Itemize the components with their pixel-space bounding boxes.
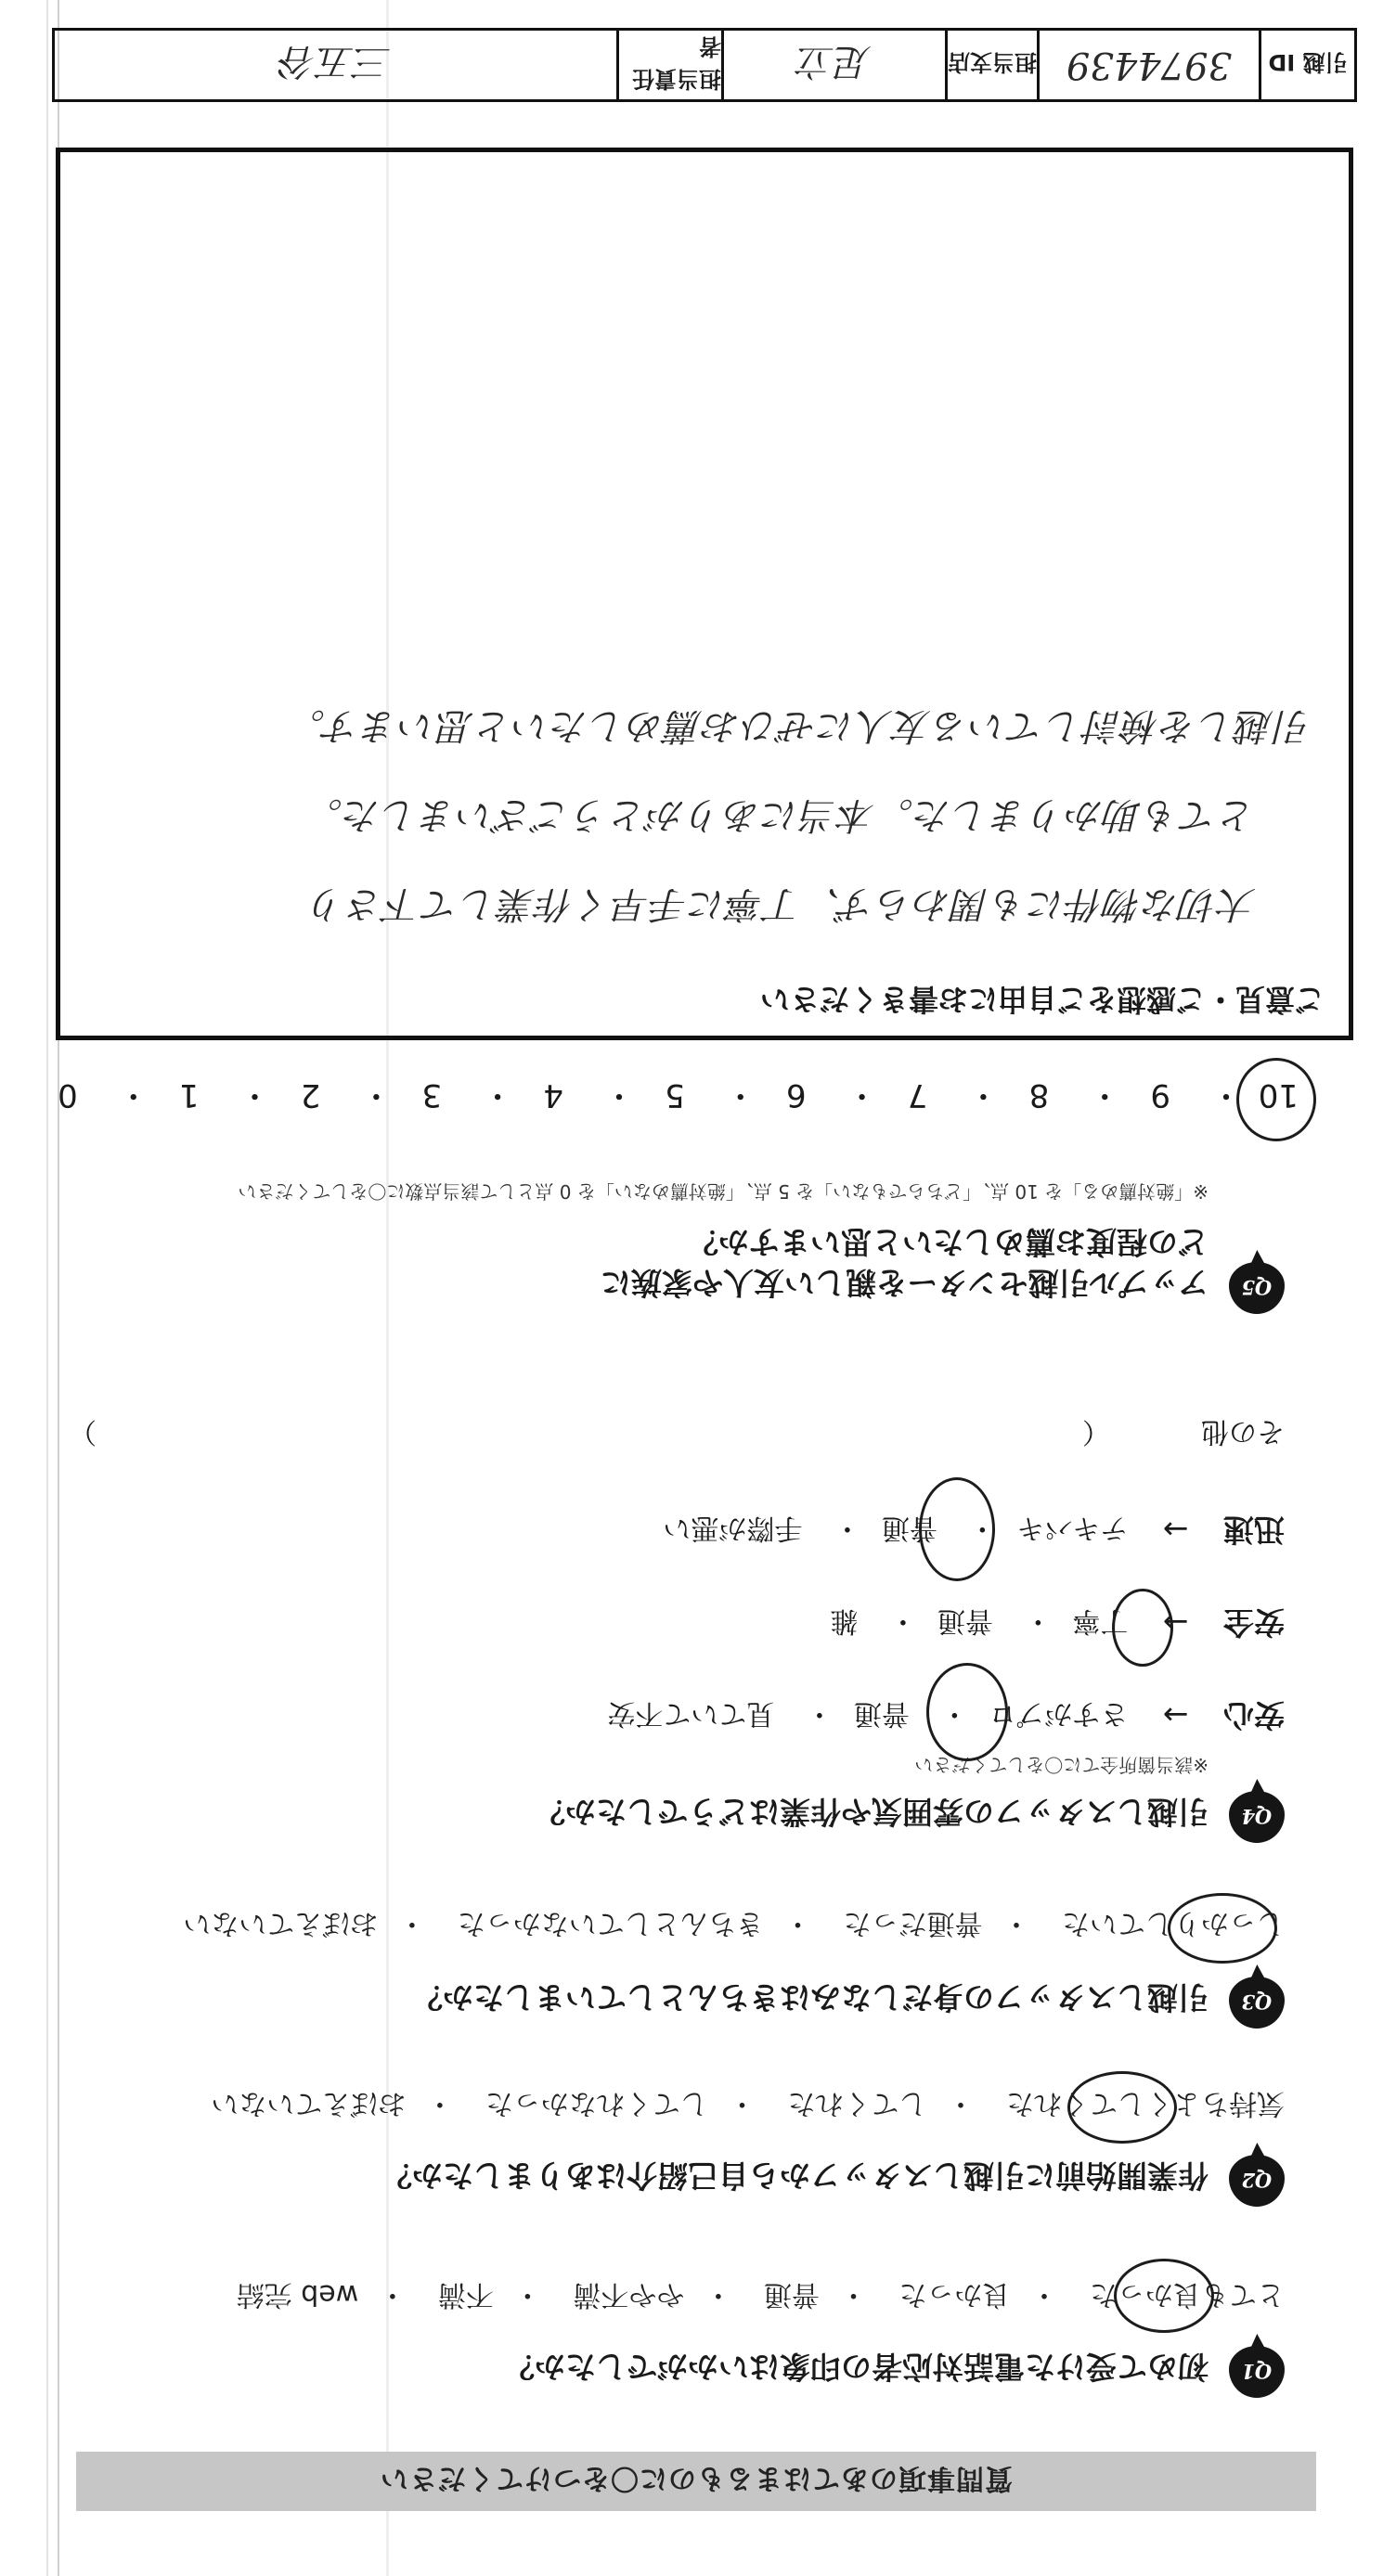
q1-choices: とても良かった・ 良かった・ 普通・ やや不満・ 不満・ web 完結 <box>236 2278 1285 2311</box>
scale-value[interactable]: 7 <box>907 1076 928 1114</box>
q2-choice[interactable]: おぼえていない <box>211 2087 407 2119</box>
q5-text-line2: どの程度お薦めしたいと思いますか？ <box>688 1224 1209 1260</box>
q2-choice[interactable]: 気持ちよくしてくれた <box>1006 2087 1285 2119</box>
branch-value: 足立 <box>721 31 945 99</box>
q4-other-open: （ <box>1082 1415 1110 1448</box>
scale-value[interactable]: 8 <box>1028 1076 1050 1114</box>
q3-choice[interactable]: おぼえていない <box>183 1907 379 1939</box>
free-comment-box[interactable] <box>56 148 1353 1040</box>
free-comment-title: ご意見・ご感想をご自由にお書きください <box>759 982 1325 1017</box>
q2-choice[interactable]: してくれた <box>787 2087 927 2119</box>
q4-option[interactable]: 普通 <box>937 1604 993 1637</box>
instruction-banner: 質問事項のあてはまるものに〇をつけてください <box>76 2452 1316 2511</box>
q4-anshin-answer-circle <box>926 1663 1008 1761</box>
q4-badge: Q4 <box>1229 1791 1285 1843</box>
q4-other-close: ） <box>69 1415 97 1448</box>
q4-row-label: 安全 <box>1223 1604 1285 1641</box>
arrow-right-icon: → <box>1162 1697 1189 1733</box>
q1-badge: Q1 <box>1229 2346 1285 2398</box>
q4-anzen-answer-circle <box>1112 1589 1173 1667</box>
q4-text: 引越しスタッフの雰囲気や作業はどうでしたか？ <box>535 1794 1209 1830</box>
handwritten-comment-line: 引越しを検討している友人にぜひお薦めしたいと思います。 <box>287 704 1312 747</box>
q1-choice[interactable]: 不満 <box>437 2278 494 2311</box>
scale-value[interactable]: 6 <box>785 1076 807 1114</box>
branch-label: 担当支店 <box>945 31 1037 99</box>
q1-answer-circle <box>1114 2259 1214 2333</box>
q2-badge: Q2 <box>1229 2155 1285 2207</box>
q4-option[interactable]: 普通 <box>853 1697 910 1730</box>
q4-option[interactable]: さすがプロ <box>989 1697 1129 1730</box>
page-edge-line <box>46 0 48 2576</box>
q5-answer-circle <box>1236 1058 1316 1141</box>
q4-jinsoku-answer-circle <box>919 1477 995 1581</box>
q4-other-label: その他 <box>1201 1415 1285 1448</box>
scale-value[interactable]: 5 <box>665 1076 685 1114</box>
q4-row-jinsoku: 迅速 → テキパキ・ 普通・ 手際が悪い <box>663 1512 1285 1548</box>
q2-answer-circle <box>1067 2071 1177 2144</box>
scale-value[interactable]: 3 <box>421 1076 443 1114</box>
q3-choice[interactable]: きちんとしていなかった <box>457 1907 764 1939</box>
q3-text: 引越しスタッフの身だしなみはきちんとしていましたか？ <box>412 1979 1209 2016</box>
q4-option[interactable]: 丁寧 <box>1072 1604 1129 1637</box>
q4-note: ※該当箇所全てに〇をしてください <box>914 1754 1209 1776</box>
q4-option[interactable]: 手際が悪い <box>663 1512 803 1544</box>
staff-info-table <box>52 28 1357 102</box>
q1-choice[interactable]: 良かった <box>898 2278 1011 2311</box>
arrow-right-icon: → <box>1162 1512 1189 1548</box>
q4-option[interactable]: 普通 <box>881 1512 937 1544</box>
person-label: 担当責任者 <box>616 31 721 99</box>
q4-row-label: 迅速 <box>1223 1512 1285 1548</box>
q1-choice[interactable]: やや不満 <box>573 2278 685 2311</box>
handwritten-comment-line: 大切な物件にも関わらず、丁寧に手早く作業して下さり <box>307 882 1256 925</box>
q3-choices: しっかりしていた・ 普通だった・ きちんとしていなかった・ おぼえていない <box>183 1907 1285 1939</box>
scale-value[interactable]: 4 <box>543 1076 563 1114</box>
handwritten-comment-line: とても助かりました。本当にありがとうございました。 <box>304 793 1256 836</box>
q3-answer-circle <box>1168 1893 1277 1964</box>
person-value: 三五谷 <box>279 40 392 84</box>
id-value: 3974439 <box>1037 31 1259 99</box>
q1-choice[interactable]: とても良かった <box>1090 2278 1285 2311</box>
arrow-right-icon: → <box>1162 1604 1189 1641</box>
q4-option[interactable]: テキパキ <box>1016 1512 1129 1544</box>
scale-value[interactable]: 2 <box>300 1076 321 1114</box>
scale-value[interactable]: 1 <box>178 1076 200 1114</box>
q5-badge: Q5 <box>1229 1262 1285 1314</box>
q1-choice[interactable]: 普通 <box>763 2278 820 2311</box>
scale-value[interactable]: 10 <box>1258 1076 1299 1114</box>
q3-choice[interactable]: 普通だった <box>843 1907 983 1939</box>
q3-choice[interactable]: しっかりしていた <box>1062 1907 1285 1939</box>
q4-option[interactable]: 雑 <box>830 1604 859 1637</box>
q2-text: 作業開始前に引越しスタッフから自己紹介はありましたか？ <box>381 2157 1209 2194</box>
q3-badge: Q3 <box>1229 1977 1285 2029</box>
q4-row-label: 安心 <box>1223 1697 1285 1733</box>
q5-text-line1: アップル引越センターを親しい友人や家族に <box>600 1265 1209 1301</box>
q2-choices: 気持ちよくしてくれた・ してくれた・ してくれなかった・ おぼえていない <box>211 2087 1285 2119</box>
q4-other <box>1201 1414 1285 1455</box>
q5-note: ※「絶対薦める」を 10 点、「どちらでもない」を 5 点、「絶対薦めない」を 0 点として該当点数に〇をしてください <box>238 1180 1209 1203</box>
q4-row-anshin: 安心 → さすがプロ・ 普通・ 見ていて不安 <box>607 1697 1285 1733</box>
q4-row-anzen: 安全 → 丁寧・ 普通・ 雑 <box>830 1604 1285 1641</box>
scale-value[interactable]: 9 <box>1150 1076 1171 1114</box>
scale-value[interactable]: 0 <box>58 1076 78 1114</box>
q1-text: 初めて受けた電話対応者の印象はいかがでしたか？ <box>504 2349 1209 2385</box>
q5-scale: 10・ 9・ 8・ 7・ 6・ 5・ 4・ 3・ 2・ 1・ 0 <box>51 1075 1299 1121</box>
id-label: 引越 ID <box>1259 31 1354 99</box>
q4-option[interactable]: 見ていて不安 <box>607 1697 775 1730</box>
q1-choice[interactable]: web 完結 <box>236 2278 359 2311</box>
q2-choice[interactable]: してくれなかった <box>485 2087 708 2119</box>
